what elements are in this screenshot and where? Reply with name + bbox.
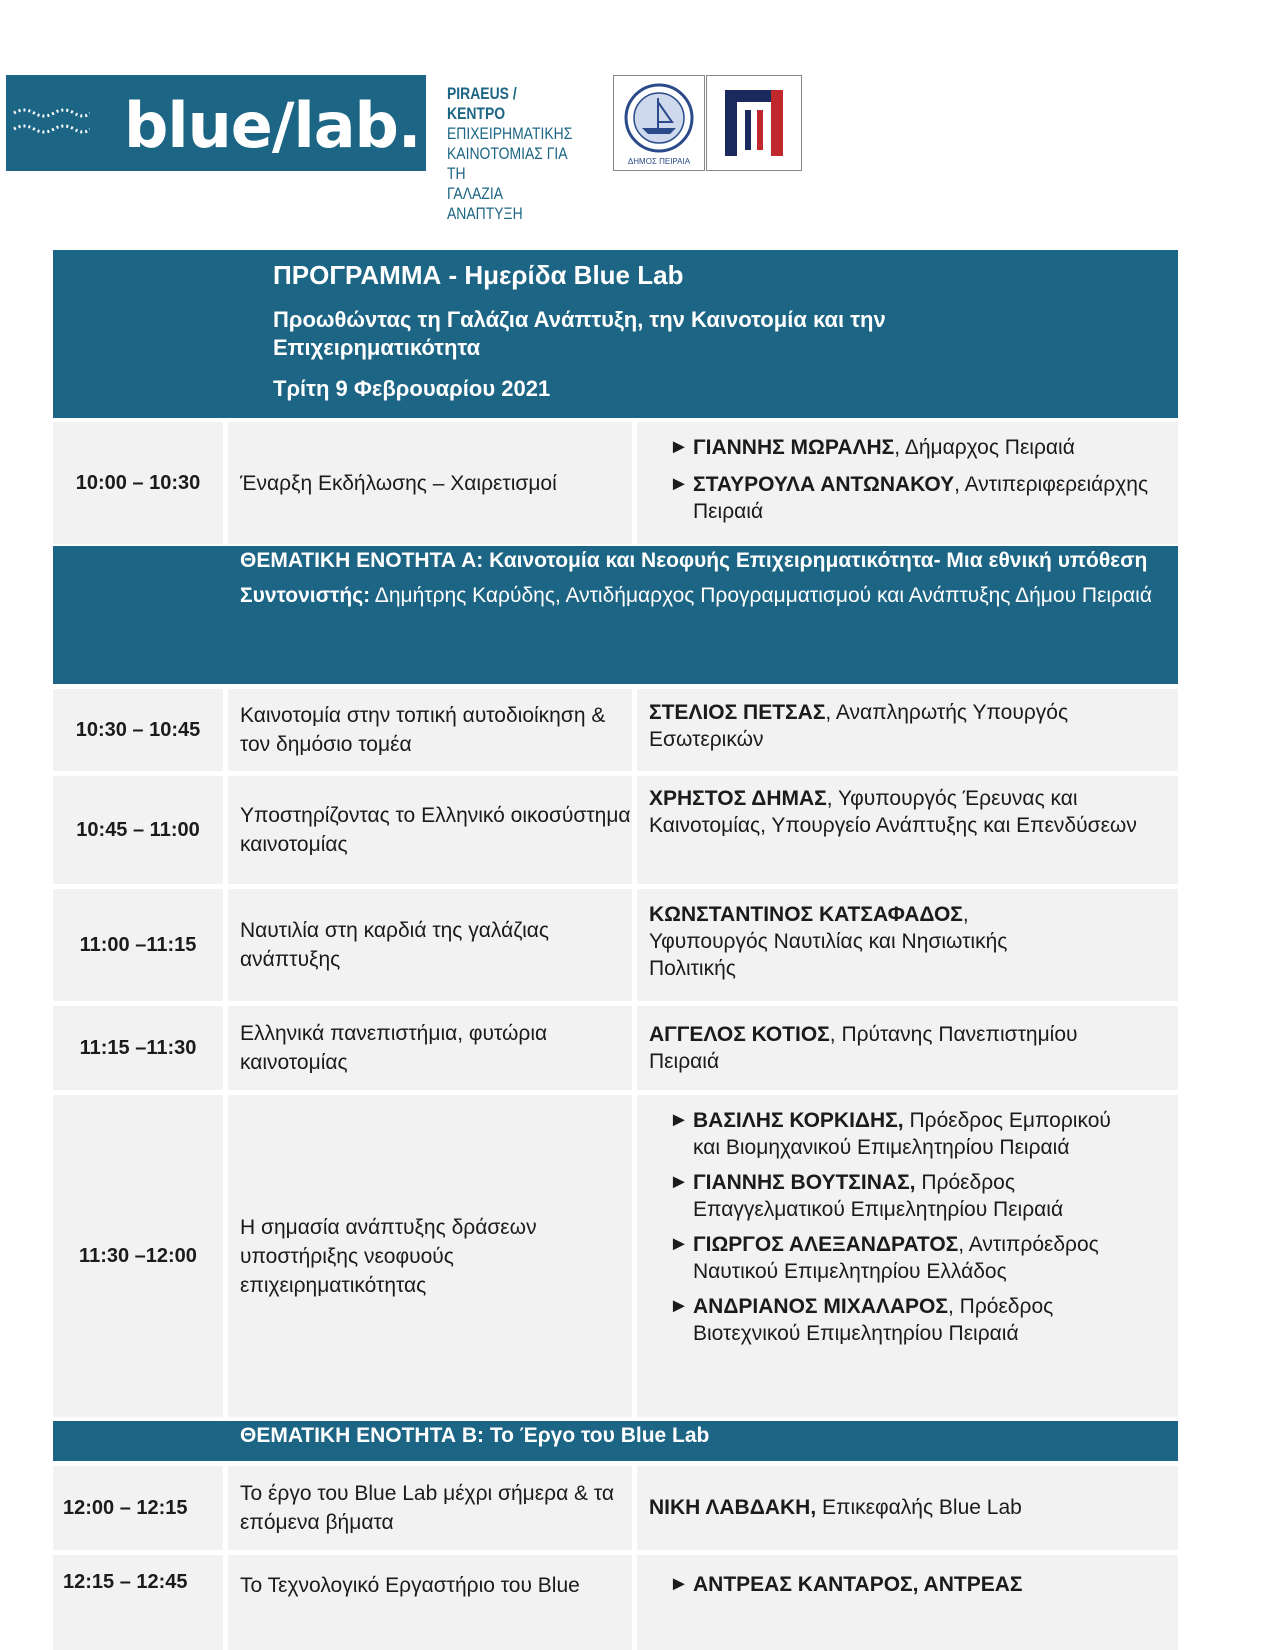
speaker-name: ΚΩΝΣΤΑΝΤΙΝΟΣ ΚΑΤΣΑΦΑΔΟΣ <box>649 903 963 926</box>
speaker-role: Επικεφαλής Blue Lab <box>816 1496 1022 1519</box>
speakers-cell <box>637 689 1178 771</box>
bluelab-logo <box>6 75 426 171</box>
speaker-item <box>649 1107 1128 1161</box>
piraeus-line: ΓΑΛΑΖΙΑ ΑΝΑΠΤΥΞΗ <box>447 184 523 223</box>
speaker-name: ΓΙΑΝΝΗΣ ΒΟΥΤΣΙΝΑΣ, <box>693 1171 916 1194</box>
speaker-item <box>649 1231 1128 1285</box>
municipality-seal-logo <box>613 75 705 171</box>
time-slot: 11:00 –11:15 <box>53 889 223 1001</box>
arrow-icon: ► <box>669 436 689 458</box>
time-slot: 11:30 –12:00 <box>53 1095 223 1417</box>
waves-icon <box>12 105 90 139</box>
time-slot: 12:15 – 12:45 <box>53 1555 223 1650</box>
session-topic: Η σημασία ανάπτυξης δράσεων υποστήριξης νεοφυούς επιχειρηματικότητας <box>228 1095 632 1417</box>
speaker-name: ΣΤΕΛΙΟΣ ΠΕΤΣΑΣ <box>649 701 826 724</box>
program-title-block <box>53 250 1178 418</box>
speaker-name: ΧΡΗΣΤΟΣ ΔΗΜΑΣ <box>649 787 827 810</box>
speaker-role: , Πρόεδρος Βιοτεχνικού Επιμελητηρίου Πειραιά <box>693 1295 1054 1345</box>
speakers-cell <box>637 422 1178 544</box>
section-title: ΘΕΜΑΤΙΚΗ ΕΝΟΤΗΤΑ Β: Το Έργο του Blue Lab <box>240 1424 710 1447</box>
speaker-item <box>649 434 1178 461</box>
speaker-role: , Υφυπουργός Έρευνας και Καινοτομίας, Υπουργείο Ανάπτυξης και Επενδύσεων <box>649 787 1137 837</box>
speaker-name: ΒΑΣΙΛΗΣ ΚΟΡΚΙΔΗΣ, <box>693 1109 904 1132</box>
svg-text:ΔΗΜΟΣ ΠΕΙΡΑΙΑ: ΔΗΜΟΣ ΠΕΙΡΑΙΑ <box>627 157 691 166</box>
time-slot: 10:30 – 10:45 <box>53 689 223 771</box>
time-slot: 10:45 – 11:00 <box>53 776 223 884</box>
speakers-cell <box>637 1095 1178 1417</box>
speaker-role: Πρόεδρος Επαγγελματικού Επιμελητηρίου Πειραιά <box>693 1171 1064 1221</box>
speaker-role: , Αναπληρωτής Υπουργός Εσωτερικών <box>649 701 1069 751</box>
section-title: ΘΕΜΑΤΙΚΗ ΕΝΟΤΗΤΑ Α: Καινοτομία και Νεοφυής Επιχειρηματικότητα- Μια εθνική υπόθεση <box>240 549 1148 572</box>
seal-icon <box>614 76 704 170</box>
arrow-icon: ► <box>669 1573 689 1595</box>
moderator-line <box>240 581 1178 610</box>
arrow-icon: ► <box>669 1109 689 1131</box>
speaker-name: ΝΙΚΗ ΛΑΒΔΑΚΗ, <box>649 1496 817 1519</box>
session-topic: Το Τεχνολογικό Εργαστήριο του Blue <box>228 1555 632 1650</box>
speaker-name: ΣΤΑΥΡΟΥΛΑ ΑΝΤΩΝΑΚΟΥ <box>693 473 955 496</box>
speakers-cell <box>637 889 1178 1001</box>
time-slot: 12:00 – 12:15 <box>53 1466 223 1550</box>
time-slot: 11:15 –11:30 <box>53 1006 223 1090</box>
session-topic: Έναρξη Εκδήλωσης – Χαιρετισμοί <box>228 422 632 544</box>
session-topic: Ελληνικά πανεπιστήμια, φυτώρια καινοτομίας <box>228 1006 632 1090</box>
speaker-item <box>649 1293 1128 1347</box>
speakers-cell <box>637 1006 1178 1090</box>
piraeus-line: ΚΑΙΝΟΤΟΜΙΑΣ ΓΙΑ ΤΗ <box>447 144 567 183</box>
section-a-header <box>53 546 1178 684</box>
section-b-header <box>53 1421 1178 1461</box>
speaker-role: , Αντιπρόεδρος Ναυτικού Επιμελητηρίου Ελλάδος <box>693 1233 1099 1283</box>
program-subtitle: Προωθώντας τη Γαλάζια Ανάπτυξη, την Καινοτομία και την Επιχειρηματικότητα <box>273 307 886 360</box>
session-topic: Το έργο του Blue Lab μέχρι σήμερα & τα επόμενα βήματα <box>228 1466 632 1550</box>
arrow-icon: ► <box>669 473 689 495</box>
speakers-cell <box>637 1555 1178 1650</box>
pi-monogram-icon <box>707 76 801 170</box>
arrow-icon: ► <box>669 1295 689 1317</box>
moderator-label: Συντονιστής: <box>240 584 371 607</box>
speaker-item <box>649 1571 1178 1598</box>
piraeus-line: PIRAEUS / ΚΕΝΤΡΟ <box>447 84 517 123</box>
session-topic: Υποστηρίζοντας το Ελληνικό οικοσύστημα καινοτομίας <box>228 776 632 884</box>
program-title: ΠΡΟΓΡΑΜΜΑ - Ημερίδα Blue Lab <box>273 260 684 290</box>
speakers-cell <box>637 1466 1178 1550</box>
logo-text: blue/lab. <box>124 89 421 162</box>
speaker-name: ΓΙΩΡΓΟΣ ΑΛΕΞΑΝΔΡΑΤΟΣ <box>693 1233 959 1256</box>
session-topic: Καινοτομία στην τοπική αυτοδιοίκηση & τον δημόσιο τομέα <box>228 689 632 771</box>
speaker-role: , Δήμαρχος Πειραιά <box>894 436 1075 459</box>
pi-monogram-logo <box>706 75 802 171</box>
speaker-item <box>649 1169 1128 1223</box>
piraeus-center-logo <box>447 84 573 224</box>
speaker-role: , Αντιπεριφερειάρχης Πειραιά <box>693 473 1149 523</box>
speaker-role: , Πρύτανης Πανεπιστημίου Πειραιά <box>649 1023 1078 1073</box>
arrow-icon: ► <box>669 1171 689 1193</box>
moderator-text: Δημήτρης Καρύδης, Αντιδήμαρχος Προγραμματισμού και Ανάπτυξης Δήμου Πειραιά <box>370 584 1152 607</box>
session-topic: Ναυτιλία στη καρδιά της γαλάζιας ανάπτυξης <box>228 889 632 1001</box>
speaker-item <box>649 471 1178 525</box>
speaker-role: , Υφυπουργός Ναυτιλίας και Νησιωτικής Πολιτικής <box>649 903 1008 980</box>
time-slot: 10:00 – 10:30 <box>53 422 223 544</box>
speakers-cell <box>637 776 1178 884</box>
speaker-role: Πρόεδρος Εμπορικού και Βιομηχανικού Επιμελητηρίου Πειραιά <box>693 1109 1111 1159</box>
arrow-icon: ► <box>669 1233 689 1255</box>
speaker-name: ΑΓΓΕΛΟΣ ΚΟΤΙΟΣ <box>649 1023 830 1046</box>
speaker-name: ΑΝΔΡΙΑΝΟΣ ΜΙΧΑΛΑΡΟΣ <box>693 1295 948 1318</box>
piraeus-line: ΕΠΙΧΕΙΡΗΜΑΤΙΚΗΣ <box>447 124 573 143</box>
speaker-name: ΑΝΤΡΕΑΣ ΚΑΝΤΑΡΟΣ, ΑΝΤΡΕΑΣ <box>693 1573 1023 1596</box>
program-date: Τρίτη 9 Φεβρουαρίου 2021 <box>273 376 551 401</box>
speaker-name: ΓΙΑΝΝΗΣ ΜΩΡΑΛΗΣ <box>693 436 895 459</box>
